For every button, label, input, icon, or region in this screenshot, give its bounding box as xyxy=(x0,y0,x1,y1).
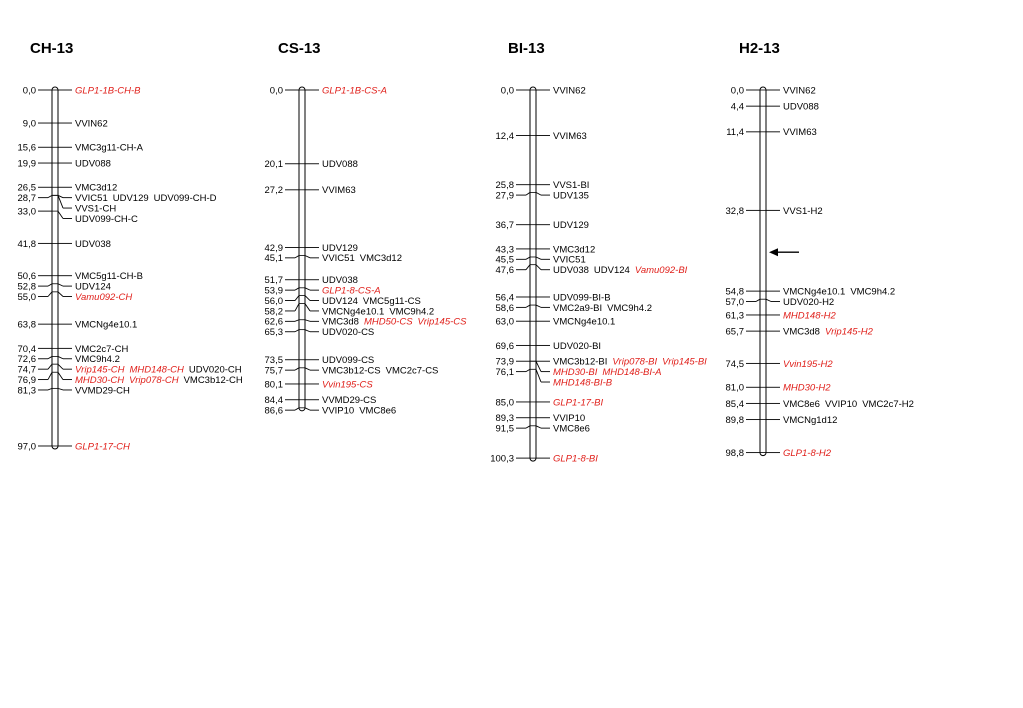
linkage-group-bi-13 xyxy=(490,40,707,465)
marker-label: UDV038 xyxy=(553,265,589,277)
position-tick-connector xyxy=(48,284,52,286)
marker-label: VVMD29-CH xyxy=(75,385,130,397)
marker-connector xyxy=(536,369,541,382)
marker-connector xyxy=(58,388,63,390)
position-label: 56,4 xyxy=(495,292,514,304)
marker-label: VMCNg4e10.1 xyxy=(783,286,846,298)
marker-label-highlighted: Vrip145-CS xyxy=(417,316,467,328)
marker-label-highlighted: GLP1-1B-CH-B xyxy=(75,85,141,97)
marker-label-highlighted: GLP1-8-BI xyxy=(553,453,598,465)
marker-label-highlighted: Vrip145-CH xyxy=(75,364,125,376)
marker-label-highlighted: Vvin195-CS xyxy=(322,379,373,391)
position-tick-connector xyxy=(295,368,299,370)
marker-label: UDV020-H2 xyxy=(783,296,835,308)
marker-label: VMCNg4e10.1 xyxy=(75,319,138,331)
marker-label-highlighted: MHD148-H2 xyxy=(783,310,836,322)
marker-label: UDV038 xyxy=(322,275,358,287)
position-tick-connector xyxy=(295,304,299,311)
marker-label-highlighted: Vamu092-BI xyxy=(634,265,688,277)
position-tick-connector xyxy=(526,369,530,371)
marker-label: VVS1-CH xyxy=(75,203,117,215)
position-label: 73,5 xyxy=(264,355,283,367)
marker-label: VMC8e6 xyxy=(553,423,590,435)
position-tick-connector xyxy=(526,257,530,259)
position-label: 0,0 xyxy=(22,85,36,97)
position-label: 61,3 xyxy=(725,310,744,322)
linkage-group-title: BI-13 xyxy=(508,40,545,57)
marker-connector xyxy=(536,305,541,307)
position-tick-connector xyxy=(295,330,299,332)
position-label: 72,6 xyxy=(17,354,36,366)
marker-connector xyxy=(536,192,541,195)
position-label: 74,7 xyxy=(17,364,36,376)
position-label: 42,9 xyxy=(264,242,283,254)
position-label: 100,3 xyxy=(490,453,514,465)
marker-label: VMC3d8 xyxy=(322,316,359,328)
marker-label-highlighted: GLP1-8-CS-A xyxy=(322,285,381,297)
position-label: 51,7 xyxy=(264,275,283,287)
position-tick-connector xyxy=(48,292,52,297)
position-label: 80,1 xyxy=(264,379,283,391)
marker-connector xyxy=(305,368,310,370)
position-label: 73,9 xyxy=(495,356,514,368)
marker-label-highlighted: GLP1-17-CH xyxy=(75,441,130,453)
arrow-head-icon xyxy=(769,248,778,256)
position-tick-connector xyxy=(48,356,52,358)
marker-label: VMC2c7-CH xyxy=(75,343,129,355)
marker-connector xyxy=(58,372,63,379)
position-label: 19,9 xyxy=(17,158,36,170)
position-label: 89,8 xyxy=(725,414,744,426)
marker-connector xyxy=(58,211,63,218)
position-label: 52,8 xyxy=(17,281,36,293)
position-label: 33,0 xyxy=(17,206,36,218)
position-label: 98,8 xyxy=(725,447,744,459)
marker-connector xyxy=(536,257,541,259)
marker-label-highlighted: MHD50-CS xyxy=(363,316,413,328)
position-label: 45,5 xyxy=(495,254,514,266)
marker-connector xyxy=(536,265,541,270)
marker-label: VMC8e6 xyxy=(783,398,820,410)
marker-connector xyxy=(305,304,310,311)
marker-label-highlighted: Vrip078-BI xyxy=(612,356,658,368)
marker-connector xyxy=(58,356,63,358)
marker-label: UDV038 xyxy=(75,238,111,250)
marker-label: VMC3d12 xyxy=(75,182,118,194)
marker-label: VVS1-H2 xyxy=(783,205,823,217)
marker-label: UDV135 xyxy=(553,190,589,202)
chromosome-bar xyxy=(530,87,536,461)
position-tick-connector xyxy=(756,299,760,301)
marker-label: VMC9h4.2 xyxy=(389,306,435,318)
position-label: 27,2 xyxy=(264,185,283,197)
position-label: 58,6 xyxy=(495,302,514,314)
position-label: 0,0 xyxy=(500,85,514,97)
marker-label: VVIM63 xyxy=(553,130,587,142)
position-label: 28,7 xyxy=(17,193,36,205)
position-label: 81,0 xyxy=(725,382,744,394)
marker-label-highlighted: Vvin195-H2 xyxy=(783,358,833,370)
position-label: 15,6 xyxy=(17,142,36,154)
marker-label: VMC3g11-CH-A xyxy=(75,142,143,154)
marker-label-highlighted: Vamu092-CH xyxy=(75,291,133,303)
marker-label: VMC2a9-BI xyxy=(553,302,603,314)
marker-connector xyxy=(58,364,63,369)
marker-label-highlighted: MHD148-BI-B xyxy=(553,377,613,389)
position-label: 85,4 xyxy=(725,398,744,410)
marker-label: VVIP10 xyxy=(553,413,586,425)
marker-label: VMC9h4.2 xyxy=(850,286,896,298)
position-label: 70,4 xyxy=(17,343,36,355)
position-tick-connector xyxy=(295,288,299,290)
marker-label: VVIP10 xyxy=(824,398,858,410)
position-tick-connector xyxy=(526,305,530,307)
linkage-group-ch-13 xyxy=(18,40,243,452)
marker-label-highlighted: MHD148-BI-A xyxy=(602,367,662,379)
position-label: 65,7 xyxy=(725,326,744,338)
marker-label: UDV020-BI xyxy=(553,340,602,352)
marker-label: VMC5g11-CS xyxy=(362,295,421,307)
position-tick-connector xyxy=(526,426,530,428)
marker-label: VMC9h4.2 xyxy=(75,354,120,366)
marker-label: VVIC51 xyxy=(553,254,586,266)
position-tick-connector xyxy=(48,388,52,390)
marker-label-highlighted: MHD148-CH xyxy=(129,364,184,376)
position-label: 12,4 xyxy=(495,130,514,142)
marker-label: VVIC51 xyxy=(322,253,355,265)
marker-label: VVIN62 xyxy=(75,118,108,130)
marker-label: UDV020-CS xyxy=(322,327,375,339)
position-label: 36,7 xyxy=(495,220,514,232)
marker-label: UDV088 xyxy=(783,101,819,113)
marker-connector xyxy=(58,284,63,286)
marker-label: VMC8e6 xyxy=(359,405,397,417)
marker-connector xyxy=(305,408,310,410)
marker-label: VMC3d8 xyxy=(783,326,820,338)
marker-label: VMCNg4e10.1 xyxy=(322,306,385,318)
marker-label: UDV099-CS xyxy=(322,355,375,367)
marker-label: UDV088 xyxy=(75,158,111,170)
marker-label: VMCNg4e10.1 xyxy=(553,316,616,328)
position-label: 55,0 xyxy=(17,291,36,303)
position-label: 76,1 xyxy=(495,367,514,379)
position-label: 4,4 xyxy=(730,101,744,113)
marker-label: UDV124 xyxy=(593,265,630,277)
position-label: 27,9 xyxy=(495,190,514,202)
marker-label: VVIN62 xyxy=(783,85,816,97)
marker-label: VMC3b12-CS xyxy=(322,365,381,377)
marker-connector xyxy=(536,426,541,428)
position-tick-connector xyxy=(526,265,530,270)
marker-label-highlighted: Vrip145-BI xyxy=(662,356,707,368)
marker-label: UDV099-CH-C xyxy=(75,213,138,225)
marker-label: VVIC51 xyxy=(75,193,108,205)
marker-connector xyxy=(305,256,310,258)
position-label: 58,2 xyxy=(264,306,283,318)
marker-label: VVIM63 xyxy=(783,127,817,139)
position-tick-connector xyxy=(48,364,52,369)
position-label: 86,6 xyxy=(264,405,283,417)
marker-label: VMC3d12 xyxy=(553,244,596,256)
marker-label: UDV129 xyxy=(553,220,589,232)
position-label: 41,8 xyxy=(17,238,36,250)
position-label: 91,5 xyxy=(495,423,514,435)
position-label: 0,0 xyxy=(730,85,744,97)
marker-label: VMC2c7-H2 xyxy=(862,398,914,410)
position-tick-connector xyxy=(48,372,52,379)
position-label: 11,4 xyxy=(726,127,744,139)
chromosome-bar xyxy=(52,87,58,449)
linkage-group-title: CS-13 xyxy=(278,40,321,57)
marker-label: UDV124 xyxy=(322,295,358,307)
marker-label: UDV124 xyxy=(75,281,111,293)
position-label: 81,3 xyxy=(17,385,36,397)
marker-label: UDV129 xyxy=(322,242,358,254)
position-label: 62,6 xyxy=(264,316,283,328)
marker-label: VVMD29-CS xyxy=(322,395,377,407)
marker-label: VMCNg1d12 xyxy=(783,414,838,426)
position-label: 57,0 xyxy=(725,296,744,308)
marker-label: UDV020-CH xyxy=(188,364,242,376)
position-label: 63,0 xyxy=(495,316,514,328)
position-label: 85,0 xyxy=(495,397,514,409)
position-label: 25,8 xyxy=(495,180,514,192)
position-label: 0,0 xyxy=(269,85,283,97)
position-label: 47,6 xyxy=(495,265,514,277)
position-label: 54,8 xyxy=(725,286,744,298)
position-label: 20,1 xyxy=(264,159,283,171)
marker-label: UDV088 xyxy=(322,159,358,171)
marker-label: VVIN62 xyxy=(553,85,586,97)
marker-label-highlighted: MHD30-CH xyxy=(75,374,125,386)
marker-label: VMC3d12 xyxy=(359,253,402,265)
linkage-group-h2-13 xyxy=(726,40,914,459)
marker-label: UDV099-BI-B xyxy=(553,292,611,304)
marker-connector xyxy=(305,288,310,290)
marker-label: VVIM63 xyxy=(322,185,356,197)
position-label: 89,3 xyxy=(495,413,514,425)
marker-label-highlighted: Vrip078-CH xyxy=(129,374,179,386)
marker-label-highlighted: GLP1-8-H2 xyxy=(783,447,832,459)
marker-label: UDV129 xyxy=(112,193,149,205)
position-tick-connector xyxy=(295,320,299,322)
marker-label: VMC5g11-CH-B xyxy=(75,271,143,283)
linkage-group-title: H2-13 xyxy=(739,40,780,57)
marker-connector xyxy=(305,330,310,332)
chromosome-bar xyxy=(760,87,766,456)
position-label: 74,5 xyxy=(725,358,744,370)
linkage-group-cs-13 xyxy=(265,40,468,417)
position-label: 26,5 xyxy=(17,182,36,194)
position-label: 65,3 xyxy=(264,327,283,339)
position-label: 45,1 xyxy=(264,253,283,265)
marker-connector xyxy=(766,299,771,301)
marker-label-highlighted: MHD30-H2 xyxy=(783,382,831,394)
marker-label: UDV099-CH-D xyxy=(153,193,217,205)
position-tick-connector xyxy=(526,192,530,195)
marker-label-highlighted: GLP1-17-BI xyxy=(553,397,604,409)
marker-connector xyxy=(58,292,63,297)
position-label: 9,0 xyxy=(22,118,36,130)
marker-label: VVIP10 xyxy=(322,405,355,417)
position-label: 84,4 xyxy=(264,395,283,407)
position-tick-connector xyxy=(48,195,52,197)
marker-label: VVS1-BI xyxy=(553,180,590,192)
marker-label: VMC3b12-BI xyxy=(553,356,608,368)
marker-label: VMC2c7-CS xyxy=(385,365,439,377)
position-tick-connector xyxy=(295,296,299,301)
position-label: 63,8 xyxy=(17,319,36,331)
position-label: 75,7 xyxy=(264,365,283,377)
position-label: 76,9 xyxy=(17,374,36,386)
position-label: 50,6 xyxy=(17,271,36,283)
marker-connector xyxy=(305,320,310,322)
position-tick-connector xyxy=(295,256,299,258)
marker-connector xyxy=(305,296,310,301)
position-label: 56,0 xyxy=(264,295,283,307)
linkage-group-title: CH-13 xyxy=(30,40,74,57)
position-label: 43,3 xyxy=(495,244,514,256)
position-tick-connector xyxy=(295,408,299,410)
chromosome-bar xyxy=(299,87,305,411)
position-label: 97,0 xyxy=(17,441,36,453)
position-label: 32,8 xyxy=(725,205,744,217)
marker-label: VMC3b12-CH xyxy=(183,374,243,386)
position-label: 53,9 xyxy=(264,285,283,297)
marker-label-highlighted: GLP1-1B-CS-A xyxy=(322,85,387,97)
marker-label-highlighted: MHD30-BI xyxy=(553,367,598,379)
marker-label: VMC9h4.2 xyxy=(607,302,652,314)
position-label: 69,6 xyxy=(495,340,514,352)
marker-label-highlighted: Vrip145-H2 xyxy=(824,326,873,338)
